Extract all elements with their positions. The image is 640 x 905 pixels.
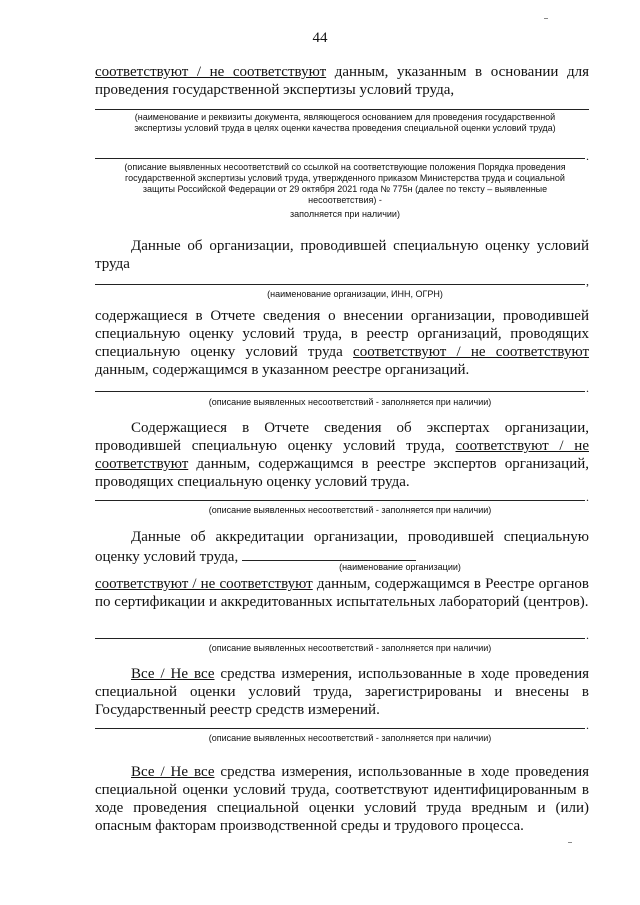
paragraph-registry: содержащиеся в Отчете сведения о внесении организации, проводившей специальную оценку условий труда, в реестр организаций, проводящих специальную оценку условий труда соответствуют / не соответствуют данным, содержащимся в указанном реестре организаций.	[95, 308, 590, 378]
fill-line-inline	[242, 546, 416, 561]
fill-line	[95, 284, 585, 285]
paragraph-certification-registry: соответствуют / не соответствуют данным, содержащимся в Реестре органов по сертификации и аккредитованных испытательных лабораторий (центров).	[95, 576, 589, 610]
paragraph-basis: соответствуют / не соответствуют данным, указанным в основании для проведения государственной экспертизы условий труда,	[95, 64, 590, 98]
caption-nonconformities: (описание выявленных несоответствий - заполняется при наличии)	[208, 397, 492, 407]
conformity-option: соответствуют / не соответствуют	[353, 344, 590, 360]
paragraph-instruments-registered: Все / Не все средства измерения, использованные в ходе проведения специальной оценки условий труда, зарегистрированы и внесены в Государственный реестр средств измерений.	[95, 666, 589, 718]
caption-nonconformities: (описание выявленных несоответствий - заполняется при наличии)	[208, 733, 492, 743]
caption-organization-name: (наименование организации)	[339, 562, 461, 572]
caption-nonconformities: (описание выявленных несоответствий - заполняется при наличии)	[208, 505, 492, 515]
conformity-option: соответствуют / не соответствуют	[95, 576, 313, 592]
paragraph-experts: Содержащиеся в Отчете сведения об экспертах организации, проводившей специальную оценку условий труда, соответствуют / не соответствуют данным, содержащимся в реестре экспертов организаций, проводящих специальную оценку условий труда.	[95, 420, 589, 490]
scan-mark	[568, 842, 572, 843]
paragraph-accreditation: Данные об аккредитации организации, проводившей специальную оценку условий труда,	[95, 529, 589, 565]
fill-line	[95, 638, 585, 639]
document-page: 44 соответствуют / не соответствуют данным, указанным в основании для проведения государственной экспертизы условий труда, (наименование и реквизиты документа, являющегося основанием для проведения государственной экспертизы условий труда в целях оценки качества проведения специальной оценки условий труда) . (описание выявленных несоответствий со ссылкой на соответствующие положения Порядка проведения государственной экспертизы условий труда, утвержденного приказом Министерства труда и социальной защиты Российской Федерации от 29 октября 2021 года № 775н (далее по тексту – выявленные несоответствия) - заполняется при наличии) Данные об организации, проводившей специальную оценку условий труда , (наименование организации, ИНН, ОГРН) содержащиеся в Отчете сведения о внесении организации, проводившей специальную оценку условий труда, в реестр организаций, проводящих специальную оценку условий труда соответствуют / не соответствуют данным, содержащимся в указанном реестре организаций. . (описание выявленных несоответствий - заполняется при наличии) Содержащиеся в Отчете сведения об экспертах организации, проводившей специальную оценку условий труда, соответствуют / не соответствуют данным, содержащимся в реестре экспертов организаций, проводящих специальную оценку условий труда. . (описание выявленных несоответствий - заполняется при наличии) Данные об аккредитации организации, проводившей специальную оценку условий труда, (наименование организации) соответствуют / не соответствуют данным, содержащимся в Реестре органов по сертификации и аккредитованных испытательных лабораторий (центров). . (описание выявленных несоответствий - заполняется при наличии) Все / Не все средства измерения, использованные в ходе проведения специальной оценки условий труда, зарегистрированы и внесены в Государственный реестр средств измерений. . (описание выявленных несоответствий - заполняется при наличии) Все / Не все средства измерения, использованные в ходе проведения специальной оценки условий труда, соответствуют идентифицированным в ходе проведения специальной оценки условий труда вредным и (или) опасным факторам производственной среды и трудового процесса.	[0, 0, 640, 905]
caption-nonconformities-description: (описание выявленных несоответствий со ссылкой на соответствующие положения Порядка проведения государственной экспертизы условий труда, утвержденного приказом Министерства труда и социальной защиты Российской Федерации от 29 октября 2021 года № 775н (далее по тексту – выявленные несоответствия) -	[124, 162, 566, 205]
fill-line	[95, 500, 585, 501]
page-number: 44	[312, 30, 328, 46]
caption-fill-if-any: заполняется при наличии)	[290, 209, 400, 219]
scan-mark	[544, 18, 548, 19]
caption-organization: (наименование организации, ИНН, ОГРН)	[267, 289, 443, 299]
fill-line	[95, 158, 585, 159]
paragraph-organization: Данные об организации, проводившей специальную оценку условий труда	[95, 238, 589, 272]
fill-line	[95, 728, 585, 729]
caption-nonconformities: (описание выявленных несоответствий - заполняется при наличии)	[208, 643, 492, 653]
caption-basis-document: (наименование и реквизиты документа, являющегося основанием для проведения государственной экспертизы условий труда в целях оценки качества проведения специальной оценки условий труда)	[134, 112, 556, 133]
all-not-all-option: Все / Не все	[131, 764, 215, 780]
fill-line	[95, 391, 585, 392]
paragraph-instruments-correspond: Все / Не все средства измерения, использованные в ходе проведения специальной оценки условий труда, соответствуют идентифицированным в ходе проведения специальной оценки условий труда вредным и (или) опасным факторам производственной среды и трудового процесса.	[95, 764, 589, 834]
conformity-option: соответствуют / не соответствуют	[95, 438, 589, 472]
fill-line	[95, 109, 589, 110]
all-not-all-option: Все / Не все	[131, 666, 215, 682]
conformity-option: соответствуют / не соответствуют	[95, 64, 327, 80]
